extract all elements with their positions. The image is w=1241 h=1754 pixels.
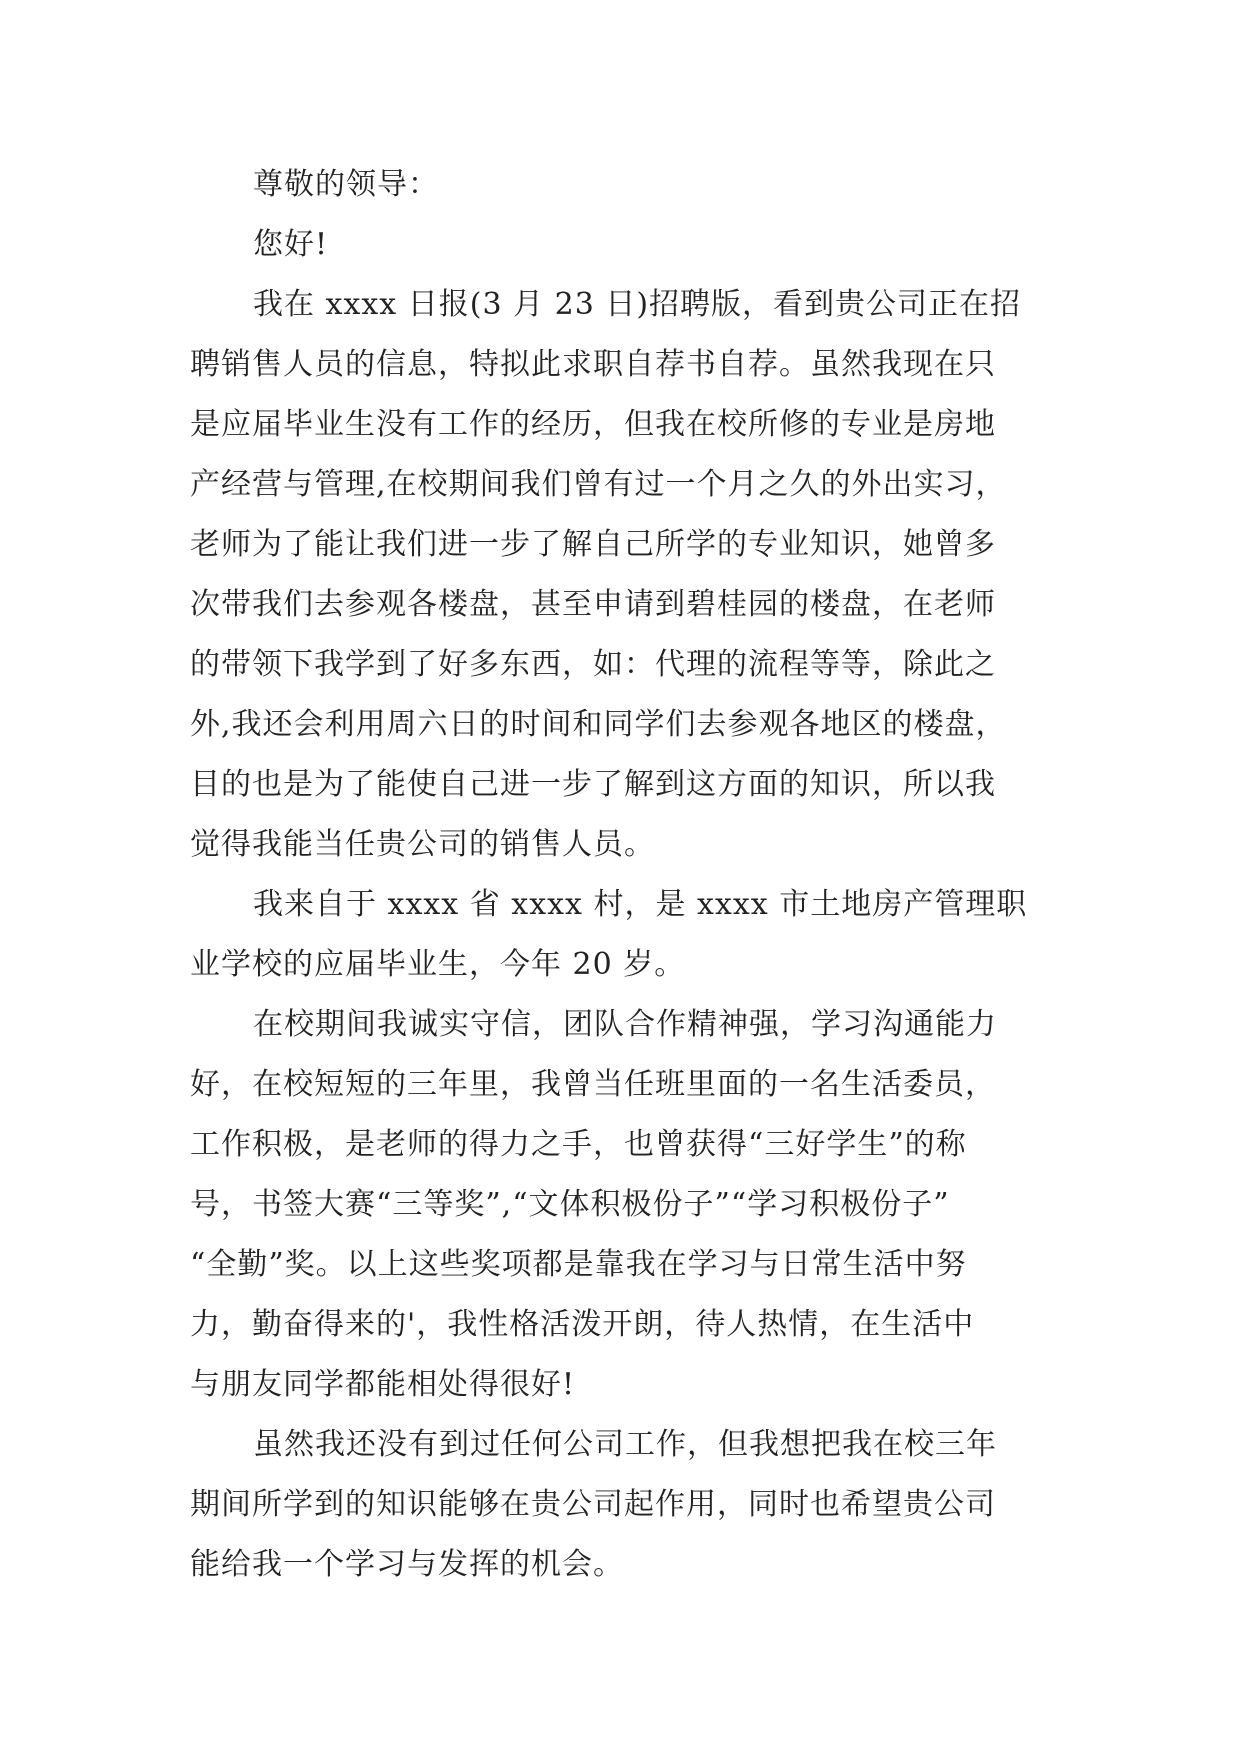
paragraph-line: 工作积极，是老师的得力之手，也曾获得“三好学生”的称: [190, 1127, 967, 1162]
paragraph-line: 目的也是为了能使自己进一步了解到这方面的知识，所以我: [190, 767, 996, 802]
paragraph-line: 业学校的应届毕业生，今年 20 岁。: [190, 947, 686, 982]
paragraph-line: 外,我还会利用周六日的时间和同学们去参观各地区的楼盘，: [190, 707, 1007, 742]
paragraph-line: 力，勤奋得来的'，我性格活泼开朗，待人热情，在生活中: [190, 1307, 975, 1342]
paragraph-line: 期间所学到的知识能够在贵公司起作用，同时也希望贵公司: [190, 1487, 996, 1522]
paragraph-line: 的带领下我学到了好多东西，如：代理的流程等等，除此之: [190, 647, 996, 682]
paragraph-3: [190, 995, 1070, 1415]
paragraph-line: 能给我一个学习与发挥的机会。: [190, 1547, 624, 1582]
paragraph-4: [190, 1415, 1070, 1595]
paragraph-1: [190, 275, 1070, 875]
paragraph-line: 次带我们去参观各楼盘，甚至申请到碧桂园的楼盘，在老师: [190, 587, 996, 622]
paragraph-line: 在校期间我诚实守信，团队合作精神强，学习沟通能力: [253, 1007, 997, 1042]
paragraph-line: 好，在校短短的三年里，我曾当任班里面的一名生活委员，: [190, 1067, 996, 1102]
paragraph-line: 聘销售人员的信息，特拟此求职自荐书自荐。虽然我现在只: [190, 347, 996, 382]
paragraph-line: 与朋友同学都能相处得很好!: [190, 1367, 576, 1402]
paragraph-line: 虽然我还没有到过任何公司工作，但我想把我在校三年: [253, 1427, 997, 1462]
paragraph-line: 是应届毕业生没有工作的经历，但我在校所修的专业是房地: [190, 407, 996, 442]
paragraph-line: 觉得我能当任贵公司的销售人员。: [190, 827, 655, 862]
greeting: 您好!: [253, 227, 329, 262]
paragraph-line: 我来自于 xxxx 省 xxxx 村，是 xxxx 市土地房产管理职: [253, 887, 1028, 922]
paragraph-line: “全勤”奖。以上这些奖项都是靠我在学习与日常生活中努: [190, 1247, 967, 1282]
paragraph-line: 产经营与管理,在校期间我们曾有过一个月之久的外出实习，: [190, 467, 1007, 502]
salutation: 尊敬的领导：: [253, 167, 439, 202]
paragraph-line: 号，书签大赛“三等奖”,“文体积极份子”“学习积极份子”: [190, 1187, 950, 1222]
paragraph-2: [190, 875, 1070, 995]
letter-body: [190, 155, 1070, 1595]
paragraph-line: 我在 xxxx 日报(3 月 23 日)招聘版，看到贵公司正在招: [253, 287, 1022, 322]
paragraph-line: 老师为了能让我们进一步了解自己所学的专业知识，她曾多: [190, 527, 996, 562]
